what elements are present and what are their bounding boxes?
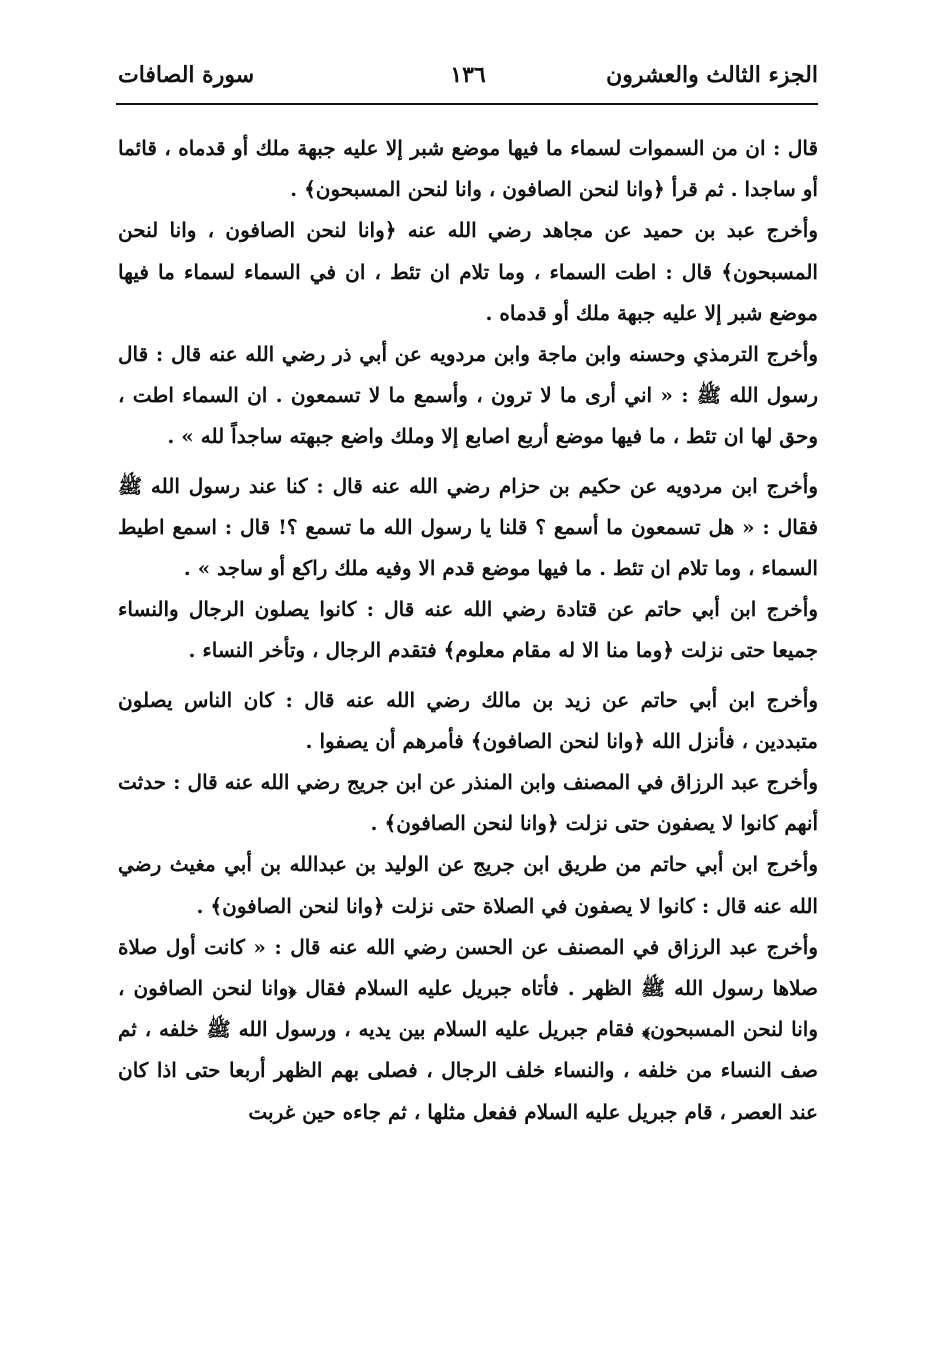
page-body — [118, 128, 818, 1133]
juz-title: الجزء الثالث والعشرون — [606, 62, 818, 88]
running-header — [118, 58, 818, 98]
paragraph-1: قال : ان من السموات لسماء ما فيها موضع شبر إلا عليه جبهة ملك أو قدماه ، قائما أو ساجدا . ثم قرأ ﴿وانا لنحن الصافون ، وانا لنحن المسبحون﴾ . — [118, 136, 819, 202]
paragraph-6: وأخرج ابن أبي حاتم عن زيد بن مالك رضي الله عنه قال : كان الناس يصلون متبددين ، فأنزل الله ﴿وانا لنحن الصافون﴾ فأمرهم أن يصفوا . — [118, 687, 818, 753]
paragraph-7: وأخرج عبد الرزاق في المصنف وابن المنذر عن ابن جريج رضي الله عنه قال : حدثت أنهم كانوا لا يصفون حتى نزلت ﴿وانا لنحن الصافون﴾ . — [118, 770, 818, 836]
header-divider — [116, 103, 818, 105]
paragraph-3: وأخرج الترمذي وحسنه وابن ماجة وابن مردويه عن أبي ذر رضي الله عنه قال : قال رسول الله ﷺ : « اني أرى ما لا ترون ، وأسمع ما لا تسمعون . ان السماء اطت ، وحق لها ان تئط ، ما فيها موضع أربع اصابع إلا وملك واضع جبهته ساجداً لله » . — [118, 342, 818, 449]
paragraph-5: وأخرج ابن أبي حاتم عن قتادة رضي الله عنه قال : كانوا يصلون الرجال والنساء جميعا حتى نزلت ﴿وما منا الا له مقام معلوم﴾ فتقدم الرجال ، وتأخر النساء . — [118, 597, 818, 663]
page-number: ١٣٦ — [450, 62, 486, 88]
paragraph-4: وأخرج ابن مردويه عن حكيم بن حزام رضي الله عنه قال : كنا عند رسول الله ﷺ فقال : « هل تسمعون ما أسمع ؟ قلنا يا رسول الله ما تسمع ؟! قال : اسمع اطيط السماء ، وما تلام ان تئط . ما فيها موضع قدم الا وفيه ملك راكع أو ساجد » . — [118, 473, 818, 581]
paragraph-2: وأخرج عبد بن حميد عن مجاهد رضي الله عنه ﴿وانا لنحن الصافون ، وانا لنحن المسبحون﴾ قال : اطت السماء ، وما تلام ان تئط ، ان في السماء لسماء ما فيها موضع شبر إلا عليه جبهة ملك أو قدماه . — [118, 218, 818, 325]
surah-title: سورة الصافات — [118, 62, 255, 88]
paragraph-8: وأخرج ابن أبي حاتم من طريق ابن جريج عن الوليد بن عبدالله بن أبي مغيث رضي الله عنه قال : كانوا لا يصفون في الصلاة حتى نزلت ﴿وانا لنحن الصافون﴾ . — [118, 852, 818, 918]
paragraph-9: وأخرج عبد الرزاق في المصنف عن الحسن رضي الله عنه قال : « كانت أول صلاة صلاها رسول الله ﷺ الظهر . فأتاه جبريل عليه السلام فقال ﴿وانا لنحن الصافون ، وانا لنحن المسبحون﴾ فقام جبريل عليه السلام بين يديه ، ورسول الله ﷺ خلفه ، ثم صف النساء من خلفه ، والنساء خلف الرجال ، فصلى بهم الظهر أربعا حتى اذا كان عند العصر ، قام جبريل عليه السلام ففعل مثلها ، ثم جاءه حين غربت — [118, 934, 818, 1124]
